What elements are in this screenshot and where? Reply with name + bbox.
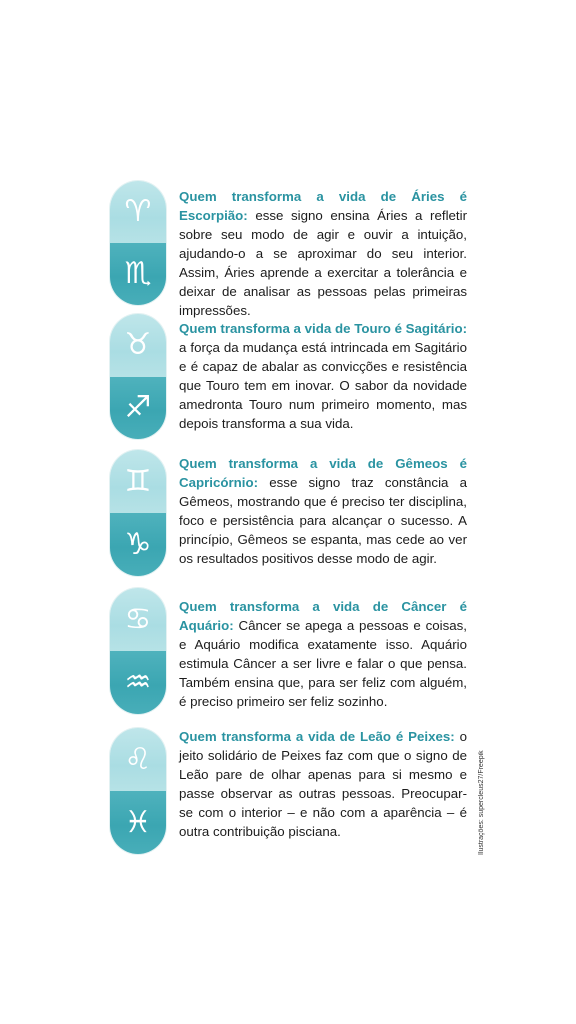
pill-bottom (110, 651, 166, 714)
pill-bottom (110, 513, 166, 576)
entry-title: Quem transforma a vida de Touro é Sagitário: (179, 321, 467, 336)
aries-icon: ♈ (124, 194, 152, 229)
capricorn-icon: ♑ (124, 526, 152, 562)
scorpio-icon: ♏ (124, 256, 152, 291)
gemini-icon: ♊ (124, 463, 152, 499)
entry-title: Quem transforma a vida de Áries é Escorpião: (179, 189, 467, 223)
pill-top (110, 181, 166, 243)
pill-top (110, 450, 166, 513)
pill-top (110, 314, 166, 377)
sagittarius-icon: ♐ (124, 389, 152, 425)
entry-body: o jeito solidário de Peixes faz com que o signo de Leão pare de olhar apenas para si mesmo e passe observar as outras pessoas. Preocupar-se com o interior – e não com a aparência – é outra contribuição pisciana. (179, 729, 467, 839)
pill-bottom (110, 791, 166, 854)
pill-top (110, 728, 166, 791)
entry-body: a força da mudança está intrincada em Sagitário e é capaz de abalar as convicções e resistência que Touro tem em inovar. O sabor da novidade amedronta Touro num primeiro momento, mas depois transforma a sua vida. (179, 340, 467, 431)
sign-pill (110, 728, 166, 854)
entry-text (179, 727, 467, 841)
entry-title: Quem transforma a vida de Gêmeos é Capricórnio: (179, 456, 467, 490)
entry-title: Quem transforma a vida de Câncer é Aquário: (179, 599, 467, 633)
entry-title: Quem transforma a vida de Leão é Peixes: (179, 729, 455, 744)
leo-icon: ♌ (124, 741, 152, 777)
sign-pill (110, 314, 166, 439)
pill-bottom (110, 377, 166, 440)
pill-bottom (110, 243, 166, 305)
entry-body: esse signo traz constância a Gêmeos, mostrando que é preciso ter disciplina, foco e persistência para alcançar o sucesso. A princípio, Gêmeos se espanta, mas cede ao ver os resultados positivos desse modo de agir. (179, 475, 467, 566)
sign-pill (110, 588, 166, 714)
taurus-icon: ♉ (124, 327, 152, 363)
entry-text (179, 597, 467, 711)
entry-text (179, 319, 467, 433)
entry-body: Câncer se apega a pessoas e coisas, e Aquário modifica exatamente isso. Aquário estimula Câncer a ser livre e falar o que pensa. Também ensina que, para ser feliz com alguém, é preciso primeiro ser feliz sozinho. (179, 618, 467, 709)
pill-top (110, 588, 166, 651)
sign-pill (110, 181, 166, 305)
aquarius-icon: ♒ (124, 664, 152, 700)
illustration-credit: Ilustrações: supercleus27/Freepik (478, 750, 485, 855)
cancer-icon: ♋ (124, 601, 152, 637)
sign-pill (110, 450, 166, 576)
entry-text (179, 187, 467, 320)
entry-body: esse signo ensina Áries a refletir sobre seu modo de agir e ouvir a intuição, ajudando-o a se aproximar do seu interior. Assim, Áries aprende a exercitar a tolerância e deixar de analisar as pessoas pelas primeiras impressões. (179, 208, 467, 318)
pisces-icon: ♓ (124, 804, 152, 840)
entry-text (179, 454, 467, 568)
